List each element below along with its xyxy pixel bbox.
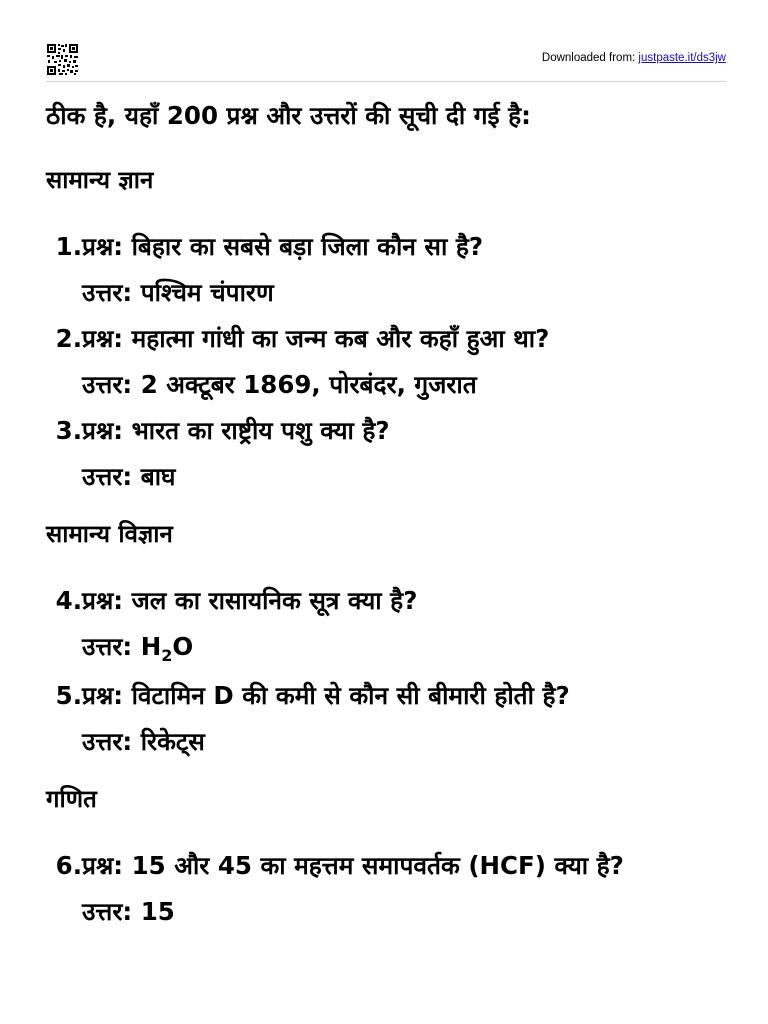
item-number: 4.: [55, 586, 82, 615]
item-number: 2.: [55, 324, 82, 353]
document-body: [46, 96, 736, 949]
question-text: प्रश्न: जल का रासायनिक सूत्र क्या है?: [82, 586, 418, 615]
section-title-mathematics: गणित: [46, 785, 97, 813]
item-number: 5.: [55, 681, 82, 710]
qa-list: [46, 843, 736, 935]
page-header: [46, 43, 726, 77]
item-number: 1.: [55, 232, 82, 261]
question-text: प्रश्न: भारत का राष्ट्रीय पशु क्या है?: [82, 416, 390, 445]
answer-text: [46, 624, 736, 673]
item-number: 6.: [55, 851, 82, 880]
section-title-general-knowledge: सामान्य ज्ञान: [46, 166, 154, 194]
item-number: 3.: [55, 416, 82, 445]
answer-prefix: उत्तर: H: [82, 632, 162, 661]
answer-text: उत्तर: बाघ: [82, 462, 176, 491]
question-item: [46, 408, 736, 454]
source-link[interactable]: justpaste.it/ds3jw: [638, 52, 726, 64]
question-item: [46, 316, 736, 362]
question-item: [46, 673, 736, 719]
intro-heading: ठीक है, यहाँ 200 प्रश्न और उत्तरों की सूची दी गई है:: [46, 101, 531, 130]
downloaded-from-label: Downloaded from:: [541, 52, 636, 64]
answer-text: उत्तर: रिकेट्स: [82, 727, 205, 756]
question-item: [46, 843, 736, 889]
qa-list: [46, 578, 736, 765]
question-item: [46, 578, 736, 624]
header-divider: [46, 81, 726, 82]
section-title-general-science: सामान्य विज्ञान: [46, 520, 173, 548]
download-source: [542, 52, 726, 64]
answer-suffix: O: [172, 632, 194, 661]
subscript: 2: [161, 646, 173, 665]
qa-list: [46, 224, 736, 500]
qr-code-icon[interactable]: [46, 43, 79, 76]
answer-text: उत्तर: 15: [82, 897, 175, 926]
question-text: प्रश्न: महात्मा गांधी का जन्म कब और कहाँ हुआ था?: [82, 324, 550, 353]
question-text: प्रश्न: 15 और 45 का महत्तम समापवर्तक (HCF) क्या है?: [82, 851, 624, 880]
question-item: [46, 224, 736, 270]
question-text: प्रश्न: बिहार का सबसे बड़ा जिला कौन सा है?: [82, 232, 484, 261]
answer-text: उत्तर: पश्चिम चंपारण: [82, 278, 274, 307]
answer-text: उत्तर: 2 अक्टूबर 1869, पोरबंदर, गुजरात: [82, 370, 477, 399]
question-text: प्रश्न: विटामिन D की कमी से कौन सी बीमारी होती है?: [82, 681, 570, 710]
